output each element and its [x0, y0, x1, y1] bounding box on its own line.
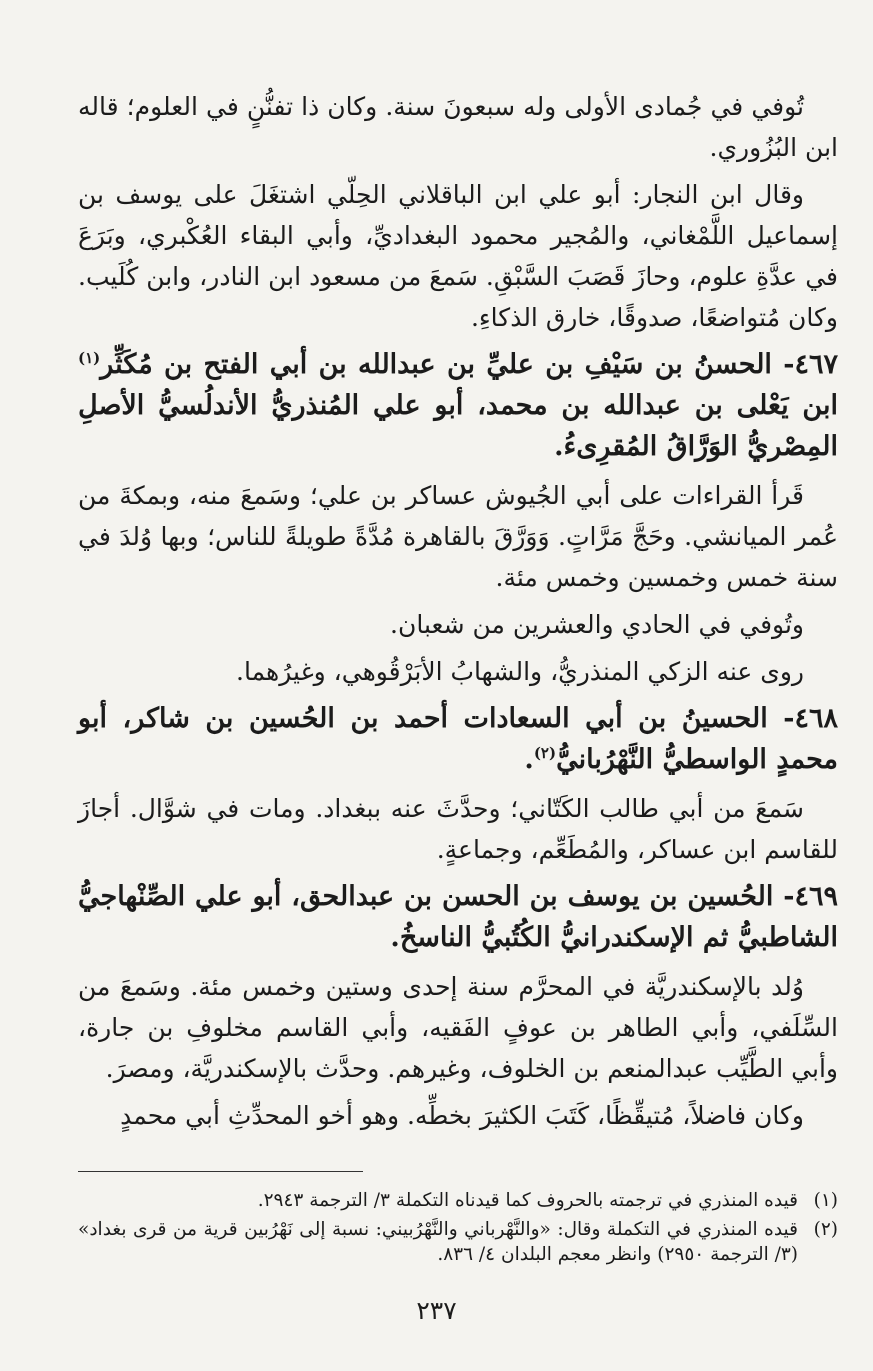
footnote-mark: (٢)	[813, 1219, 838, 1240]
biography-heading-468: ٤٦٨- الحسينُ بن أبي السعادات أحمد بن الحُسين بن شاكر، أبو محمدٍ الواسطيُّ النَّهْرُبانيُّ$^{(٢)}$.	[78, 703, 838, 775]
biography-heading-469	[78, 876, 838, 958]
paragraph: وقال ابن النجار: أبو علي ابن الباقلاني الحِلّي اشتغَلَ على يوسف بن إسماعيل اللَّمْغاني، والمُجير محمود البغداديِّ، وأبي البقاء العُكْبري، وبَرَعَ في عدَّةِ علوم، وحازَ قَصَبَ السَّبْقِ. سَمعَ من مسعود ابن النادر، وابن كُلَيب. وكان مُتواضعًا، صدوقًا، خارق الذكاءِ.	[78, 180, 838, 332]
paragraph: وتُوفي في الحادي والعشرين من شعبان.	[390, 610, 804, 639]
biography-heading-467	[78, 344, 838, 467]
paragraph: وُلد بالإسكندريَّة في المحرَّم سنة إحدى وستين وخمس مئة. وسَمعَ من السِّلَفي، وأبي الطاهر بن عوفٍ الفَقيه، وأبي القاسم مخلوفِ بن جارة، وأبي الطَّيِّب عبدالمنعم بن الخلوف، وغيرهم. وحدَّث بالإسكندريَّة، ومصرَ.	[78, 972, 838, 1083]
paragraph: تُوفي في جُمادى الأولى وله سبعونَ سنة. وكان ذا تفنُّنٍ في العلوم؛ قاله ابن البُزُوري.	[78, 92, 838, 162]
footnote-text: قيده المنذري في ترجمته بالحروف كما قيدناه التكملة ٣/ الترجمة ٢٩٤٣.	[257, 1190, 798, 1211]
footnote-ref: (٢)	[533, 744, 557, 762]
footnote-mark: (١)	[813, 1190, 838, 1211]
entry-number: ٤٦٩-	[783, 881, 838, 912]
entry-number: ٤٦٧-	[783, 349, 838, 380]
page-body	[78, 86, 838, 1142]
entry-number: ٤٦٨-	[783, 703, 838, 734]
footnotes	[78, 1188, 838, 1271]
entry-title: الحسينُ بن أبي السعادات أحمد بن الحُسين بن شاكر، أبو محمدٍ الواسطيُّ النَّهْرُبانيُّ	[78, 703, 838, 775]
entry-title: الحسنُ بن سَيْفِ بن عليِّ بن عبدالله بن أبي الفتح بن مُكَثِّر	[100, 349, 772, 380]
paragraph: قَرأ القراءات على أبي الجُيوش عساكر بن علي؛ وسَمعَ منه، وبمكةَ من عُمر الميانشي. وحَجَّ مَرَّاتٍ. وَوَرَّقَ بالقاهرة مُدَّةً طويلةً للناس؛ وبها وُلدَ في سنة خمس وخمسين وخمس مئة.	[78, 481, 838, 592]
footnote-divider	[78, 1171, 363, 1172]
footnote-ref: (١)	[78, 349, 101, 367]
footnote	[78, 1217, 838, 1267]
paragraph: وكان فاضلاً، مُتيقِّظًا، كَتَبَ الكثيرَ بخطِّه. وهو أخو المحدِّثِ أبي محمدٍ	[120, 1101, 804, 1130]
footnote-text: قيده المنذري في التكملة وقال: «والنَّهْرباني والنَّهْرُبيني: نسبة إلى نَهْرُبين قرية من قرى بغداد» (٣/ الترجمة ٢٩٥٠) وانظر معجم البلدان ٤/ ٨٣٦.	[78, 1219, 798, 1265]
page-number: ٢٣٧	[416, 1296, 457, 1325]
entry-title-continued: ابن يَعْلى بن عبدالله بن محمد، أبو علي المُنذريُّ الأندلُسيُّ الأصلِ المِصْريُّ الوَرَّاقُ المُقرِىءُ.	[78, 390, 838, 462]
footnote	[78, 1188, 838, 1213]
paragraph: سَمعَ من أبي طالب الكَتّاني؛ وحدَّثَ عنه ببغداد. ومات في شوَّال. أجازَ للقاسم ابن عساكر، والمُطَعِّم، وجماعةٍ.	[78, 794, 838, 864]
paragraph: روى عنه الزكي المنذريُّ، والشهابُ الأبَرْقُوهي، وغيرُهما.	[236, 657, 804, 686]
entry-title: الحُسين بن يوسف بن الحسن بن عبدالحق، أبو علي الصِّنْهاجيُّ الشاطبيُّ ثم الإسكندرانيُّ الكُتُبيُّ الناسخُ.	[78, 881, 838, 953]
